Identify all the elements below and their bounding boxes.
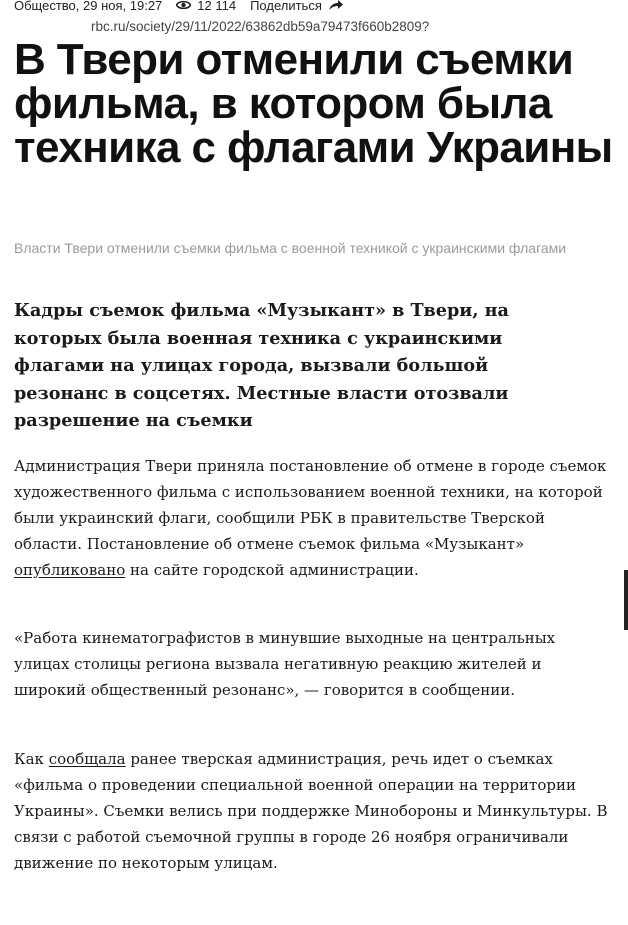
paragraph-text: Администрация Твери приняла постановление об отмене в городе съемок художественного фильма с использованием военной техники, на которой были украинский флаги, сообщили РБК в правительстве Тверской области. Постановление об отмене съемок фильма «Музыкант» bbox=[14, 457, 607, 553]
paragraph-text: ранее тверская администрация, речь идет о съемках «фильма о проведении специальной военной операции на территории Украины». Съемки велись при поддержке Минобороны и Минкультуры. В связи с работой съемочной группы в городе 26 ноября ограничивали движение по некоторым улицам. bbox=[14, 750, 608, 872]
article-paragraph: «Работа кинематографистов в минувшие выходные на центральных улицах столицы региона вызвала негативную реакцию жителей и широкий общественный резонанс», — говорится в сообщении. bbox=[14, 629, 556, 699]
paragraph-text: на сайте городской администрации. bbox=[125, 561, 419, 579]
article-paragraph bbox=[14, 453, 614, 583]
reported-link[interactable]: сообщала bbox=[48, 750, 126, 768]
share-button[interactable] bbox=[250, 0, 344, 13]
eye-icon bbox=[176, 0, 191, 10]
article-paragraph bbox=[14, 746, 614, 876]
url-text: rbc.ru/society/29/11/2022/63862db59a79473f660b2809? bbox=[91, 19, 430, 34]
share-arrow-icon bbox=[328, 0, 344, 11]
views-counter bbox=[176, 0, 236, 13]
article-lead: Кадры съемок фильма «Музыкант» в Твери, на которых была военная техника с украинскими флагами на улицах города, вызвали большой резонанс в соцсетях. Местные власти отозвали разрешение на съемки bbox=[14, 300, 509, 431]
paragraph-text: Как bbox=[14, 750, 49, 768]
share-label: Поделиться bbox=[250, 0, 322, 13]
article-title: В Твери отменили съемки фильма, в котором была техника с флагами Украины bbox=[14, 35, 613, 172]
photo-caption: Власти Твери отменили съемки фильма с военной техникой с украинскими флагами bbox=[14, 240, 567, 256]
article-meta-bar bbox=[14, 0, 358, 14]
views-count: 12 114 bbox=[197, 0, 237, 13]
article-category-date[interactable]: Общество, 29 ноя, 19:27 bbox=[14, 0, 163, 13]
published-link[interactable]: опубликовано bbox=[14, 561, 126, 579]
edge-divider bbox=[624, 570, 628, 630]
